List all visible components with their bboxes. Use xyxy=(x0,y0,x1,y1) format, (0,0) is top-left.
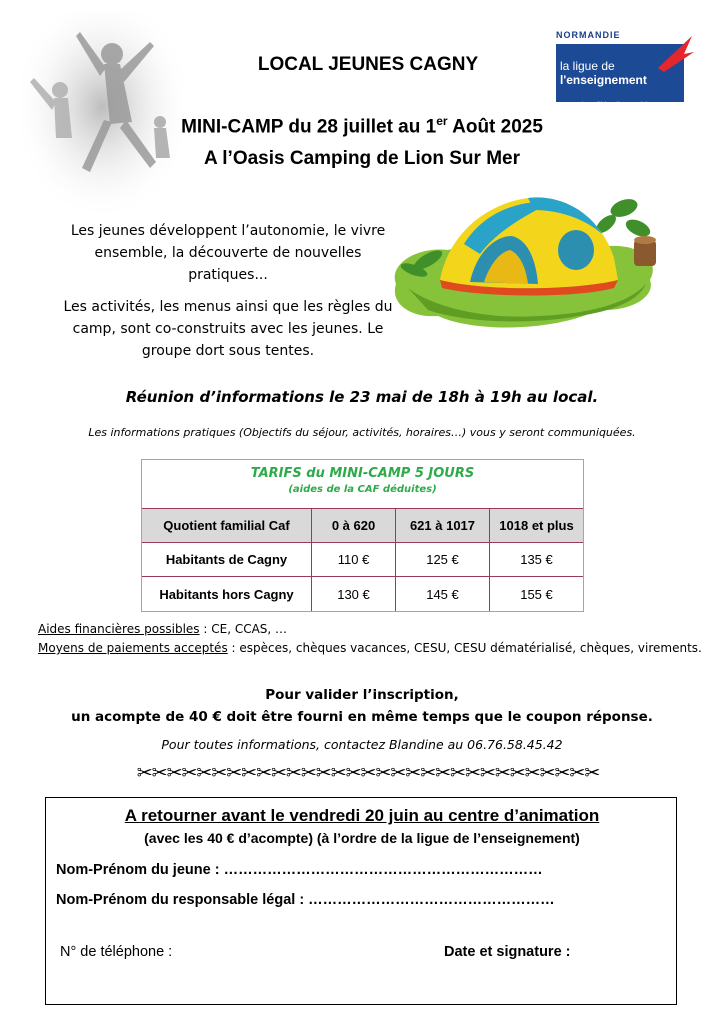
tarifs-header xyxy=(142,460,583,509)
tarifs-table xyxy=(141,459,584,612)
financial-aid-line xyxy=(38,622,287,636)
camp-location: A l’Oasis Camping de Lion Sur Mer xyxy=(203,148,520,169)
column-header: 0 à 620 xyxy=(312,509,396,543)
tarifs-title: TARIFS du MINI-CAMP 5 JOURS xyxy=(250,466,475,481)
price-cell: 130 € xyxy=(312,577,396,611)
payment-methods-label: Moyens de paiements acceptés xyxy=(38,641,228,655)
date-signature-field: Date et signature : xyxy=(444,944,571,960)
price-cell: 110 € xyxy=(312,543,396,577)
info-note: Les informations pratiques (Objectifs du séjour, activités, horaires…) vous y seront communiquées. xyxy=(88,426,636,439)
ligue-enseignement-logo xyxy=(556,30,696,108)
meeting-announcement: Réunion d’informations le 23 mai de 18h à 19h au local. xyxy=(125,388,599,406)
coupon-title: A retourner avant le vendredi 20 juin au centre d’animation xyxy=(124,806,600,825)
tarifs-subtitle: (aides de la CAF déduites) xyxy=(288,484,437,495)
payment-methods-line xyxy=(38,641,702,655)
camp-title-end: Août 2025 xyxy=(447,116,543,138)
youth-name-field: Nom-Prénom du jeune : ………………………………………………………… xyxy=(56,862,543,878)
camp-title xyxy=(100,114,624,138)
camp-title-sup: er xyxy=(436,114,448,128)
price-cell: 155 € xyxy=(520,586,553,602)
row-label: Habitants de Cagny xyxy=(142,543,312,577)
registration-line-1: Pour valider l’inscription, xyxy=(265,687,459,703)
row-label: Habitants hors Cagny xyxy=(142,577,312,611)
financial-aid-label: Aides financières possibles xyxy=(38,622,200,636)
table-row xyxy=(142,543,583,577)
scissors-cut-line: ✂✂✂✂✂✂✂✂✂✂✂✂✂✂✂✂✂✂✂✂✂✂✂✂✂✂✂✂✂✂✂ xyxy=(136,762,600,784)
intro-paragraph-1: Les jeunes développent l’autonomie, le vivre ensemble, la découverte de nouvelles pratiques... xyxy=(70,223,386,283)
registration-line-2: un acompte de 40 € doit être fourni en même temps que le coupon réponse. xyxy=(71,709,653,725)
price-cell: 125 € xyxy=(396,543,490,577)
payment-methods-text: : espèces, chèques vacances, CESU, CESU dématérialisé, chèques, virements. xyxy=(227,641,702,655)
tarifs-column-headers xyxy=(142,509,583,543)
column-header: Quotient familial Caf xyxy=(142,509,312,543)
reply-coupon xyxy=(45,797,677,1005)
intro-paragraph-2: Les activités, les menus ainsi que les règles du camp, sont co-construits avec les jeunes. Le groupe dort sous tentes. xyxy=(63,299,393,359)
financial-aid-text: : CE, CCAS, … xyxy=(199,622,288,636)
column-header: 1018 et plus xyxy=(490,509,583,543)
price-cell: 145 € xyxy=(396,577,490,611)
logo-tagline: un avenir par l'éducation populaire xyxy=(560,102,652,108)
guardian-name-field: Nom-Prénom du responsable légal : …………………………………………… xyxy=(56,892,555,908)
logo-line1: la ligue de xyxy=(560,59,615,73)
logo-region: NORMANDIE xyxy=(556,30,621,40)
logo-line2: l'enseignement xyxy=(560,73,647,87)
phone-field: N° de téléphone : xyxy=(60,944,173,960)
logo-swoosh-icon xyxy=(654,32,696,72)
coupon-subtitle: (avec les 40 € d’acompte) (à l’ordre de la ligue de l’enseignement) xyxy=(144,830,580,846)
price-cell: 135 € xyxy=(490,543,583,577)
camp-title-main: MINI-CAMP du 28 juillet au 1 xyxy=(181,116,437,138)
tent-illustration xyxy=(388,184,660,344)
contact-info: Pour toutes informations, contactez Blandine au 06.76.58.45.42 xyxy=(161,737,563,752)
registration-instructions xyxy=(40,684,684,728)
organization-title: LOCAL JEUNES CAGNY xyxy=(257,54,479,75)
column-header: 621 à 1017 xyxy=(396,509,490,543)
table-row xyxy=(142,577,583,611)
